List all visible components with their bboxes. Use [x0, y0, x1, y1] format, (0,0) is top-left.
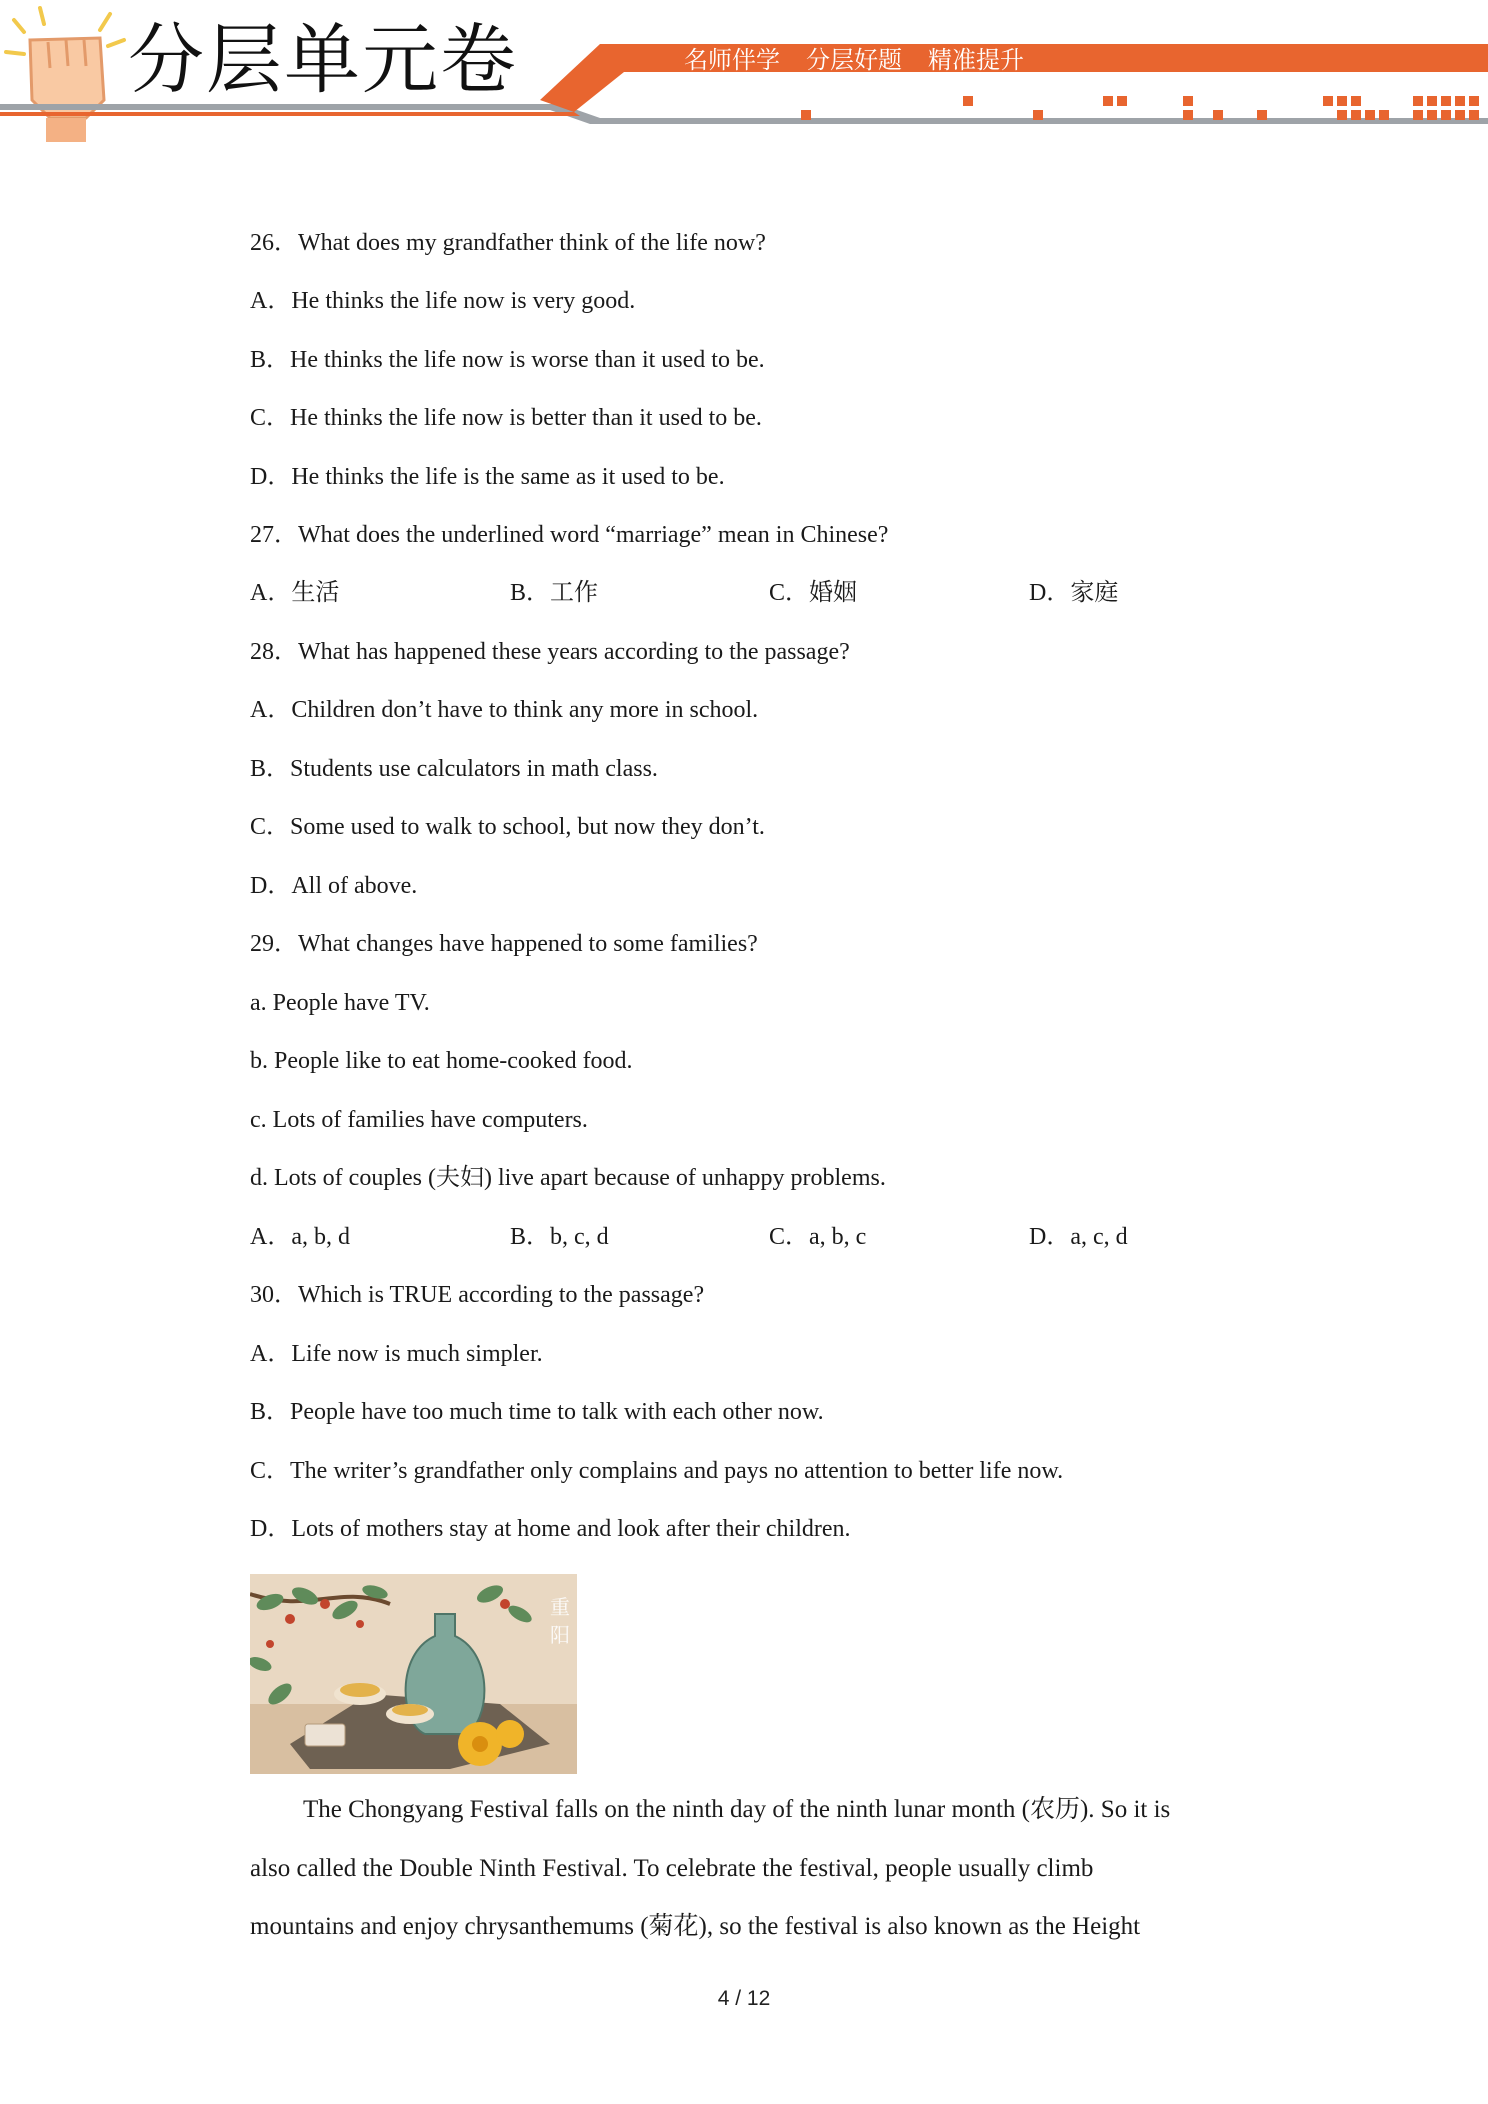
question-28-option-d: D．All of above. [250, 873, 418, 899]
question-29-statement-b: b. People like to eat home-cooked food. [250, 1048, 633, 1074]
question-29-options [250, 1222, 1250, 1252]
question-28-option-c: C．Some used to walk to school, but now they don’t. [250, 814, 765, 840]
header-slogans [684, 44, 1104, 76]
slogan-1: 名师伴学 [684, 46, 780, 74]
question-28-option-a: A．Children don’t have to think any more in school. [250, 697, 759, 723]
page-header [0, 0, 1488, 150]
page-number: 4 / 12 [717, 1987, 771, 2010]
question-29-option-c: C．a, b, c [769, 1224, 867, 1250]
question-29-statement-c: c. Lots of families have computers. [250, 1107, 588, 1133]
question-30-option-c: C．The writer’s grandfather only complains and pays no attention to better life now. [250, 1458, 1064, 1484]
question-26-option-a: A．He thinks the life now is very good. [250, 288, 636, 314]
question-26-option-b: B．He thinks the life now is worse than it used to be. [250, 347, 765, 373]
question-30-stem: 30．Which is TRUE according to the passage? [250, 1282, 705, 1308]
fist-icon [6, 8, 124, 142]
question-28-option-b: B．Students use calculators in math class. [250, 756, 658, 782]
question-27-options [250, 578, 1250, 608]
passage-line-3: mountains and enjoy chrysanthemums (菊花), so the festival is also known as the Height [250, 1913, 1141, 1940]
passage-line-2: also called the Double Ninth Festival. To celebrate the festival, people usually climb [250, 1855, 1094, 1882]
question-29-option-a: A．a, b, d [250, 1224, 350, 1250]
question-27-option-b: B．工作 [510, 580, 599, 606]
brand-title: 分层单元卷 [128, 15, 518, 104]
illustration-title-char-2: 阳 [550, 1623, 570, 1647]
question-27-option-a: A．生活 [250, 580, 340, 606]
question-26-option-c: C．He thinks the life now is better than it used to be. [250, 405, 762, 431]
slogan-3: 精准提升 [928, 46, 1024, 74]
question-30-option-a: A．Life now is much simpler. [250, 1341, 543, 1367]
question-27-option-d: D．家庭 [1029, 580, 1119, 606]
question-27-stem: 27．What does the underlined word “marriage” mean in Chinese? [250, 522, 889, 548]
question-29-option-d: D．a, c, d [1029, 1224, 1128, 1250]
question-30-option-b: B．People have too much time to talk with each other now. [250, 1399, 824, 1425]
question-29-stem: 29．What changes have happened to some families? [250, 931, 758, 957]
question-27-option-c: C．婚姻 [769, 580, 858, 606]
chongyang-illustration-svg [250, 1574, 577, 1774]
question-28-stem: 28．What has happened these years according to the passage? [250, 639, 850, 665]
question-30-option-d: D．Lots of mothers stay at home and look after their children. [250, 1516, 851, 1542]
passage-line-1: The Chongyang Festival falls on the ninth day of the ninth lunar month (农历). So it is [303, 1796, 1171, 1823]
question-29-statement-a: a. People have TV. [250, 990, 430, 1016]
question-29-statement-d: d. Lots of couples (夫妇) live apart because of unhappy problems. [250, 1165, 886, 1191]
slogan-2: 分层好题 [806, 46, 902, 74]
question-26-stem: 26．What does my grandfather think of the life now? [250, 230, 766, 256]
question-26-option-d: D．He thinks the life is the same as it used to be. [250, 464, 725, 490]
question-29-option-b: B．b, c, d [510, 1224, 609, 1250]
illustration-title-char-1: 重 [550, 1595, 570, 1619]
chongyang-illustration [250, 1574, 577, 1774]
